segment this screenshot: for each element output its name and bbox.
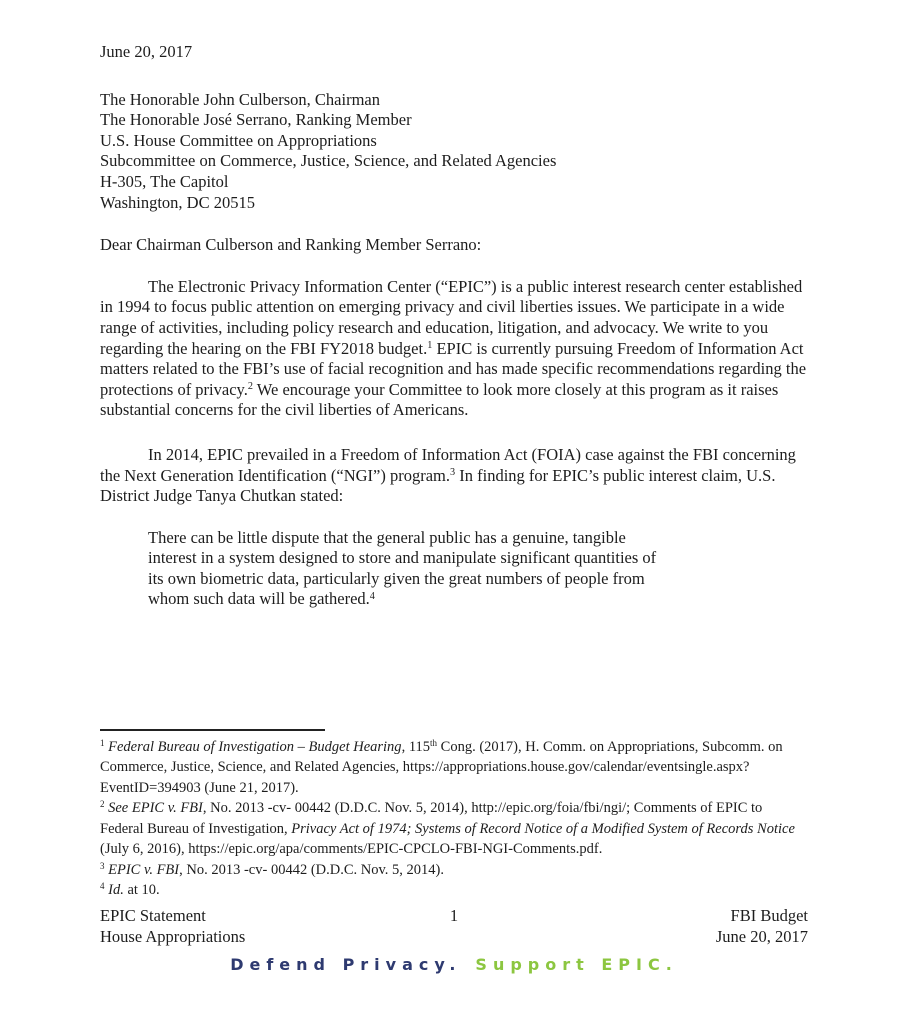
footnote-2: $^2$ See EPIC v. FBI, No. 2013 -cv- 00442 (D.D.C. Nov. 5, 2014), http://epic.org/foia/fbi/ngi/; Comments of EPIC to Federal Bureau of Investigation, Privacy Act of 1974; Systems of Record Notice of a Modified System of Records Notice (July 6, 2016), https://epic.org/apa/comments/EPIC-CPCLO-FBI-NGI-Comments.pdf.	[100, 799, 795, 858]
body-paragraph-1: The Electronic Privacy Information Center (“EPIC”) is a public interest research center established in 1994 to focus public attention on emerging privacy and civil liberties issues. We participate in a wide range of activities, including policy research and education, litigation, and advocacy. We write to you regarding the hearing on the FBI FY2018 budget.$^1$ EPIC is currently pursuing Freedom of Information Act matters related to the FBI’s use of facial recognition and has made specific recommendations regarding the protections of privacy.$^2$ We encourage your Committee to look more closely at this program as it raises substantial concerns for the civil liberties of Americans.	[100, 276, 807, 420]
address-line: The Honorable John Culberson, Chairman	[100, 89, 380, 109]
blockquote: There can be little dispute that the general public has a genuine, tangible interest in a system designed to store and manipulate significant quantities of its own biometric data, particularly given the great numbers of people from whom such data will be gathered.$^4$	[148, 527, 657, 609]
page-number: 1	[449, 906, 459, 926]
footer-date: June 20, 2017	[715, 927, 808, 947]
address-line: U.S. House Committee on Appropriations	[100, 130, 377, 150]
tagline	[100, 955, 808, 976]
footer-subject: FBI Budget	[730, 906, 808, 926]
footnote-1: $^1$ Federal Bureau of Investigation – Budget Hearing, 115th Cong. (2017), H. Comm. on Appropriations, Subcomm. on Commerce, Justice, Science, and Related Agencies, https://appropriations.house.gov/calendar/eventsingle.aspx?EventID=394903 (June 21, 2017).	[100, 738, 783, 796]
letter-date: June 20, 2017	[100, 42, 193, 61]
footer-left	[100, 905, 336, 947]
footnotes	[100, 737, 808, 900]
address-line: Subcommittee on Commerce, Justice, Science, and Related Agencies	[100, 151, 557, 171]
footnote-3: $^3$ EPIC v. FBI, No. 2013 -cv- 00442 (D.D.C. Nov. 5, 2014).	[100, 860, 444, 878]
address-line: Washington, DC 20515	[100, 192, 255, 212]
body-paragraph-2: In 2014, EPIC prevailed in a Freedom of Information Act (FOIA) case against the FBI concerning the Next Generation Identification (“NGI”) program.$^3$ In finding for EPIC’s public interest claim, U.S. District Judge Tanya Chutkan stated:	[100, 444, 796, 506]
tagline-defend-privacy: Defend Privacy.	[230, 955, 462, 975]
address-line: H-305, The Capitol	[100, 171, 229, 191]
recipient-address	[100, 90, 808, 214]
footer-doc-title: EPIC Statement	[100, 906, 206, 926]
salutation: Dear Chairman Culberson and Ranking Member Serrano:	[100, 235, 482, 255]
footer-committee: House Appropriations	[100, 927, 246, 947]
page-footer	[100, 905, 808, 947]
footnote-separator	[100, 729, 325, 731]
tagline-support-epic: Support EPIC.	[475, 955, 678, 975]
address-line: The Honorable José Serrano, Ranking Member	[100, 110, 412, 130]
footnote-4: $^4$ Id. at 10.	[100, 880, 160, 898]
footer-right	[572, 905, 808, 947]
